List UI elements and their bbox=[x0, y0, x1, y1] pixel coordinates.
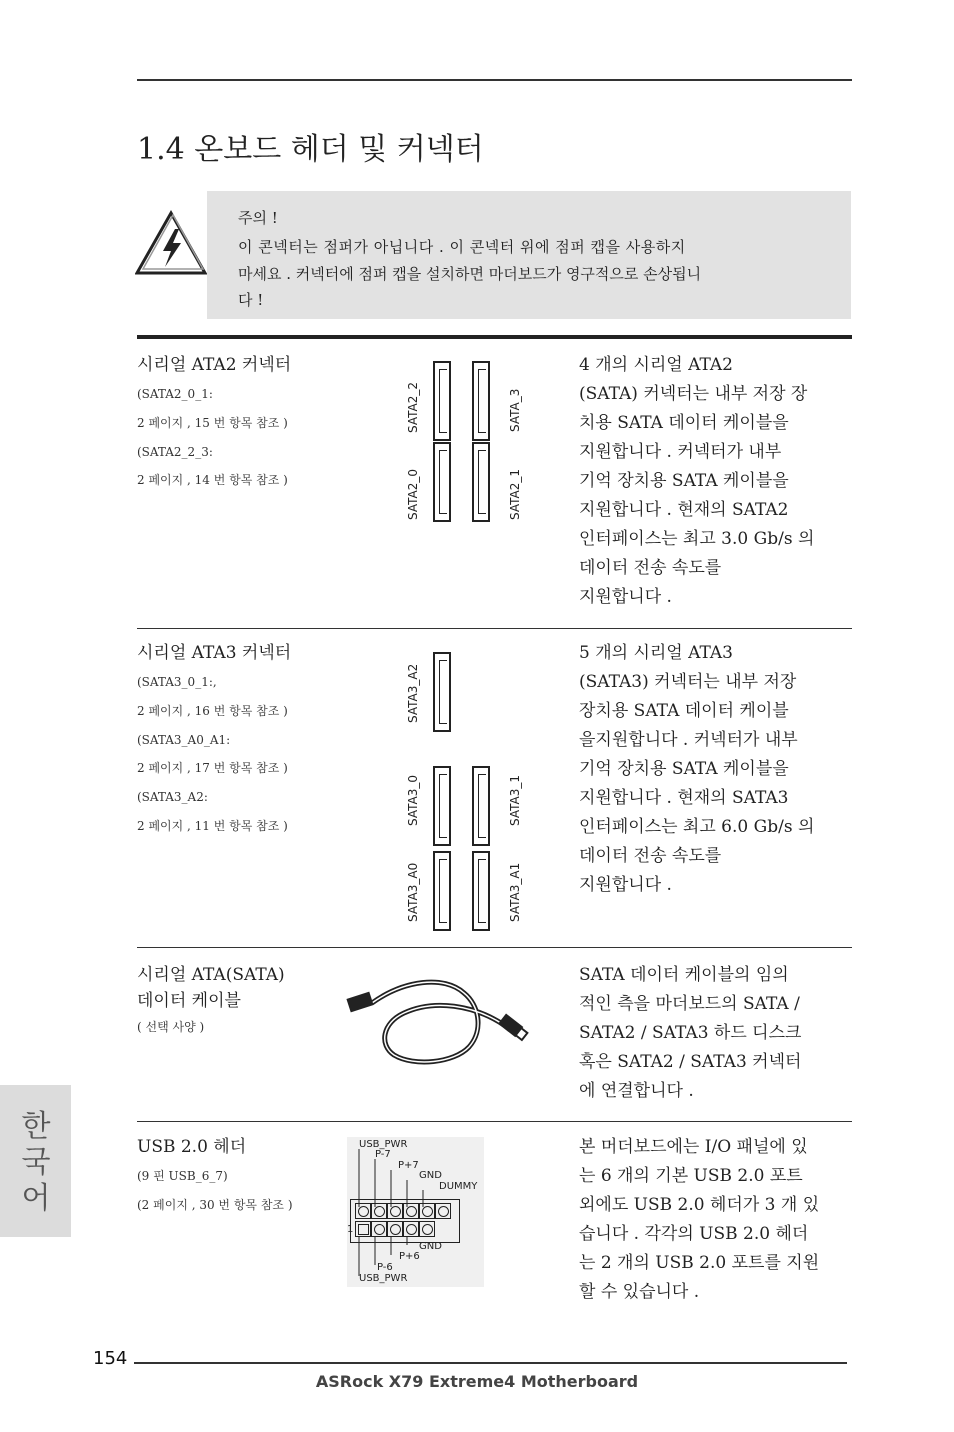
desc-line: 는 2 개의 USB 2.0 포트를 지원 bbox=[579, 1253, 820, 1273]
connector-label: SATA3_0 bbox=[406, 775, 420, 826]
usb-title: USB 2.0 헤더 bbox=[137, 1137, 247, 1157]
connector-label: SATA2_0 bbox=[406, 469, 420, 520]
desc-line: 적인 측을 마더보드의 SATA / bbox=[579, 994, 800, 1014]
page-number: 154 bbox=[93, 1348, 128, 1369]
warning-icon bbox=[135, 209, 207, 277]
sata2-description bbox=[579, 351, 814, 612]
sata-connector bbox=[433, 652, 451, 732]
desc-line: 는 6 개의 기본 USB 2.0 포트 bbox=[579, 1166, 803, 1186]
usb-pin bbox=[403, 1203, 419, 1219]
desc-line: 지원합니다 . 커넥터가 내부 bbox=[579, 442, 782, 462]
sata3-ref: (SATA3_A0_A1: bbox=[137, 733, 231, 747]
usb-header-diagram bbox=[347, 1137, 484, 1287]
language-tab-label: 한 국 어 bbox=[21, 1109, 51, 1216]
usb-pin bbox=[355, 1203, 371, 1219]
connector-label: SATA3_A0 bbox=[406, 862, 420, 922]
desc-line: 혹은 SATA2 / SATA3 커넥터 bbox=[579, 1052, 802, 1072]
footer-model-name: ASRock X79 Extreme4 Motherboard bbox=[315, 1372, 639, 1391]
usb-pin bbox=[371, 1221, 387, 1237]
pin-label: P-6 bbox=[377, 1262, 393, 1273]
pin-label: USB_PWR bbox=[359, 1139, 408, 1150]
usb-pin bbox=[371, 1203, 387, 1219]
sata-connector bbox=[472, 766, 490, 846]
warning-line: 마세요 . 커넥터에 점퍼 캡을 설치하면 마더보드가 영구적으로 손상됩니 bbox=[238, 265, 702, 283]
sata2-ref: 2 페이지 , 14 번 항목 참조 ) bbox=[137, 473, 288, 487]
desc-line: 장치용 SATA 데이터 케이블 bbox=[579, 701, 789, 721]
sata-connector bbox=[472, 442, 490, 522]
section-rule bbox=[137, 1121, 852, 1122]
connector-label: SATA3_A1 bbox=[508, 862, 522, 922]
desc-line: 4 개의 시리얼 ATA2 bbox=[579, 355, 733, 375]
desc-line: 데이터 전송 속도를 bbox=[579, 558, 722, 578]
connector-label: SATA2_2 bbox=[406, 382, 420, 433]
sata3-ref: (SATA3_A2: bbox=[137, 790, 208, 804]
sata2-ref: (SATA2_0_1: bbox=[137, 387, 213, 401]
cable-note: ( 선택 사양 ) bbox=[137, 1020, 205, 1034]
pin-label: GND bbox=[419, 1170, 442, 1181]
sata2-ref: 2 페이지 , 15 번 항목 참조 ) bbox=[137, 416, 288, 430]
desc-line: 할 수 있습니다 . bbox=[579, 1282, 700, 1302]
usb-pin bbox=[387, 1203, 403, 1219]
connector-label: SATA3_A2 bbox=[406, 663, 420, 723]
desc-line: 본 머더보드에는 I/O 패널에 있 bbox=[579, 1137, 808, 1157]
pin-label: USB_PWR bbox=[359, 1273, 408, 1284]
desc-line: 지원합니다 . 현재의 SATA2 bbox=[579, 500, 789, 520]
sata3-ref: 2 페이지 , 11 번 항목 참조 ) bbox=[137, 819, 288, 833]
desc-line: 치용 SATA 데이터 케이블을 bbox=[579, 413, 789, 433]
connector-label: SATA3_1 bbox=[508, 775, 522, 826]
desc-line: 데이터 전송 속도를 bbox=[579, 846, 722, 866]
usb-pin bbox=[435, 1203, 451, 1219]
desc-line: 기억 장치용 SATA 케이블을 bbox=[579, 471, 789, 491]
footer-rule bbox=[134, 1362, 847, 1364]
desc-line: (SATA3) 커넥터는 내부 저장 bbox=[579, 672, 797, 692]
usb-ref: (9 핀 USB_6_7) bbox=[137, 1169, 228, 1183]
sata-connector bbox=[433, 766, 451, 846]
header-rule bbox=[137, 79, 852, 81]
desc-line: 지원합니다 . bbox=[579, 587, 672, 607]
desc-line: 5 개의 시리얼 ATA3 bbox=[579, 643, 733, 663]
desc-line: 에 연결합니다 . bbox=[579, 1081, 694, 1101]
sata2-title: 시리얼 ATA2 커넥터 bbox=[137, 355, 292, 375]
sata3-ref: 2 페이지 , 17 번 항목 참조 ) bbox=[137, 761, 288, 775]
usb-pin bbox=[403, 1221, 419, 1237]
warning-line: 다 ! bbox=[238, 291, 264, 309]
desc-line: SATA2 / SATA3 하드 디스크 bbox=[579, 1023, 802, 1043]
page-title: 1.4 온보드 헤더 및 커넥터 bbox=[137, 132, 484, 167]
desc-line: 인터페이스는 최고 3.0 Gb/s 의 bbox=[579, 529, 815, 549]
pin-label: P-7 bbox=[375, 1149, 391, 1160]
usb-pin bbox=[355, 1221, 371, 1237]
pin-label: P+6 bbox=[399, 1251, 420, 1262]
cable-title: 시리얼 ATA(SATA) bbox=[137, 965, 285, 985]
usb-description bbox=[579, 1133, 819, 1307]
sata-connector bbox=[433, 361, 451, 441]
section-rule-thick bbox=[137, 335, 852, 339]
sata3-title: 시리얼 ATA3 커넥터 bbox=[137, 643, 292, 663]
desc-line: 지원합니다 . bbox=[579, 875, 672, 895]
warning-box bbox=[207, 191, 851, 319]
usb-pin bbox=[419, 1203, 435, 1219]
desc-line: 기억 장치용 SATA 케이블을 bbox=[579, 759, 789, 779]
usb-ref: (2 페이지 , 30 번 항목 참조 ) bbox=[137, 1198, 293, 1212]
warning-line: 이 콘넥터는 점퍼가 아닙니다 . 이 콘넥터 위에 점퍼 캡을 사용하지 bbox=[238, 238, 686, 256]
connector-label: SATA_3 bbox=[508, 388, 522, 432]
sata-connector bbox=[472, 361, 490, 441]
desc-line: 지원합니다 . 현재의 SATA3 bbox=[579, 788, 789, 808]
desc-line: (SATA) 커넥터는 내부 저장 장 bbox=[579, 384, 808, 404]
sata-connector bbox=[433, 442, 451, 522]
language-side-tab bbox=[0, 1085, 71, 1237]
desc-line: SATA 데이터 케이블의 임의 bbox=[579, 965, 789, 985]
desc-line: 습니다 . 각각의 USB 2.0 헤더 bbox=[579, 1224, 809, 1244]
connector-label: SATA2_1 bbox=[508, 469, 522, 520]
usb-pin bbox=[387, 1221, 403, 1237]
usb-pin bbox=[419, 1221, 435, 1237]
sata3-ref: (SATA3_0_1:, bbox=[137, 675, 217, 689]
section-rule bbox=[137, 947, 852, 948]
cable-title: 데이터 케이블 bbox=[137, 991, 241, 1011]
desc-line: 인터페이스는 최고 6.0 Gb/s 의 bbox=[579, 817, 815, 837]
sata3-ref: 2 페이지 , 16 번 항목 참조 ) bbox=[137, 704, 288, 718]
pin-label: DUMMY bbox=[439, 1181, 478, 1192]
pin-label: GND bbox=[419, 1241, 442, 1252]
sata2-ref: (SATA2_2_3: bbox=[137, 445, 213, 459]
sata3-description bbox=[579, 639, 814, 900]
sata-connector bbox=[472, 851, 490, 931]
section-rule bbox=[137, 628, 852, 629]
pin-label: P+7 bbox=[398, 1160, 419, 1171]
sata-cable-image bbox=[344, 975, 534, 1067]
sata-connector bbox=[433, 851, 451, 931]
pin-label: 1 bbox=[347, 1224, 354, 1235]
desc-line: 을지원합니다 . 커넥터가 내부 bbox=[579, 730, 798, 750]
desc-line: 외에도 USB 2.0 헤더가 3 개 있 bbox=[579, 1195, 820, 1215]
warning-heading: 주의 ! bbox=[238, 209, 278, 227]
cable-description bbox=[579, 961, 801, 1106]
